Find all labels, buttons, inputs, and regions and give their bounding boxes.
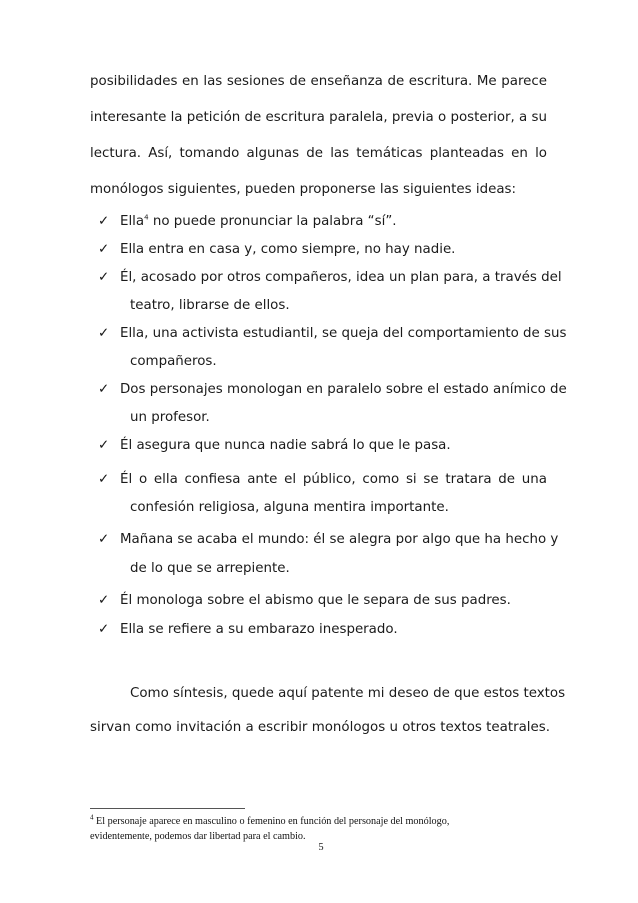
paragraph-line: interesante la petición de escritura paralela, previa o posterior, a su bbox=[90, 110, 547, 125]
list-item-continuation: compañeros. bbox=[130, 354, 217, 369]
footnote-line: evidentemente, podemos dar libertad para el cambio. bbox=[90, 831, 306, 842]
list-item: Mañana se acaba el mundo: él se alegra por algo que ha hecho y bbox=[120, 532, 559, 547]
list-item-text: no puede pronunciar la palabra “sí”. bbox=[148, 214, 397, 229]
list-item bbox=[120, 213, 547, 231]
checkmark-icon: ✓ bbox=[98, 270, 110, 285]
list-item: Él, acosado por otros compañeros, idea un plan para, a través del bbox=[120, 270, 562, 285]
paragraph-line: Como síntesis, quede aquí patente mi deseo de que estos textos bbox=[130, 686, 566, 701]
list-item: Ella entra en casa y, como siempre, no hay nadie. bbox=[120, 242, 456, 257]
footnote-text: El personaje aparece en masculino o femenino en función del personaje del monólogo, bbox=[93, 816, 450, 827]
checkmark-icon: ✓ bbox=[98, 532, 110, 547]
list-item-continuation: teatro, librarse de ellos. bbox=[130, 298, 290, 313]
paragraph-line: sirvan como invitación a escribir monólogos u otros textos teatrales. bbox=[90, 720, 550, 735]
footnote-line bbox=[90, 815, 547, 828]
paragraph-line: posibilidades en las sesiones de enseñanza de escritura. Me parece bbox=[90, 74, 547, 89]
checkmark-icon: ✓ bbox=[98, 214, 110, 229]
footnote-marker: 4 bbox=[90, 813, 94, 822]
list-item-text: Ella bbox=[120, 214, 145, 229]
checkmark-icon: ✓ bbox=[98, 593, 110, 608]
list-item: Ella, una activista estudiantil, se queja del comportamiento de sus bbox=[120, 326, 567, 341]
list-item-continuation: un profesor. bbox=[130, 410, 210, 425]
checkmark-icon: ✓ bbox=[98, 438, 110, 453]
list-item: Él monologa sobre el abismo que le separa de sus padres. bbox=[120, 593, 511, 608]
checkmark-icon: ✓ bbox=[98, 382, 110, 397]
checkmark-icon: ✓ bbox=[98, 242, 110, 257]
checkmark-icon: ✓ bbox=[98, 326, 110, 341]
paragraph-line: lectura. Así, tomando algunas de las temáticas planteadas en lo bbox=[90, 146, 547, 161]
list-item: Él asegura que nunca nadie sabrá lo que le pasa. bbox=[120, 438, 451, 453]
checkmark-icon: ✓ bbox=[98, 622, 110, 637]
checkmark-icon: ✓ bbox=[98, 472, 110, 487]
list-item-continuation: confesión religiosa, alguna mentira importante. bbox=[130, 500, 449, 515]
list-item: Él o ella confiesa ante el público, como si se tratara de una bbox=[120, 472, 547, 487]
footnote-separator bbox=[90, 808, 245, 809]
footnote-ref: 4 bbox=[144, 213, 149, 222]
list-item: Ella se refiere a su embarazo inesperado. bbox=[120, 622, 398, 637]
paragraph-line: monólogos siguientes, pueden proponerse las siguientes ideas: bbox=[90, 182, 517, 197]
page-number: 5 bbox=[318, 842, 324, 853]
list-item-continuation: de lo que se arrepiente. bbox=[130, 561, 290, 576]
list-item: Dos personajes monologan en paralelo sobre el estado anímico de bbox=[120, 382, 567, 397]
